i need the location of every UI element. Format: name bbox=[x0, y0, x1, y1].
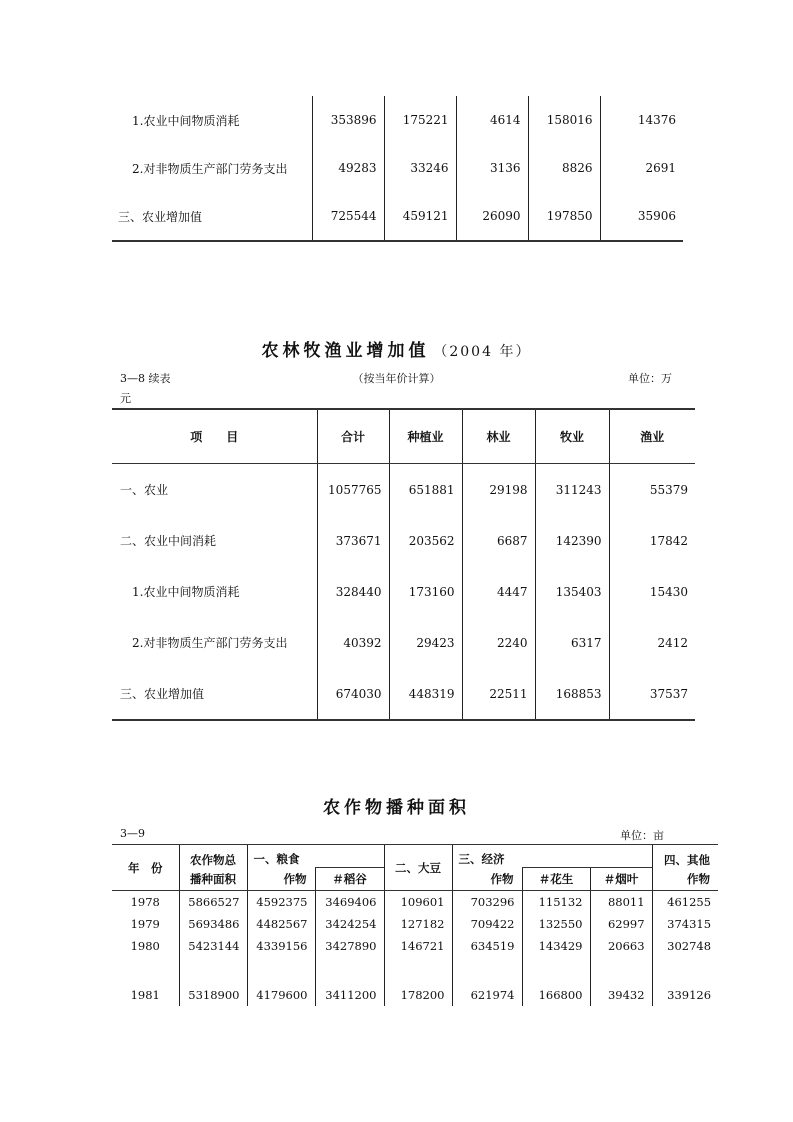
header-forest: 林业 bbox=[462, 409, 535, 464]
header-other-a: 四、其他 bbox=[652, 845, 718, 868]
cell-animal: 8826 bbox=[528, 144, 600, 192]
header-total: 合计 bbox=[317, 409, 389, 464]
cell-rice: 3411200 bbox=[315, 984, 384, 1006]
cell-grain: 4592375 bbox=[247, 891, 315, 914]
cell-econ: 621974 bbox=[452, 984, 522, 1006]
table-row bbox=[112, 464, 695, 516]
cell-other: 302748 bbox=[652, 935, 718, 957]
cell-total: 40392 bbox=[317, 617, 389, 668]
cell-crop: 651881 bbox=[389, 464, 462, 516]
cell-animal: 6317 bbox=[535, 617, 609, 668]
cell-peanut: 143429 bbox=[522, 935, 590, 957]
cell-other: 461255 bbox=[652, 891, 718, 914]
header-total-a: 农作物总 bbox=[179, 845, 247, 868]
cell-fish: 17842 bbox=[609, 515, 695, 566]
cell-other: 339126 bbox=[652, 984, 718, 1006]
header-crop: 种植业 bbox=[389, 409, 462, 464]
cell-forest: 2240 bbox=[462, 617, 535, 668]
table-header-row bbox=[112, 845, 718, 868]
row-item: 1.农业中间物质消耗 bbox=[132, 585, 240, 599]
row-item: 二、农业中间消耗 bbox=[120, 534, 217, 548]
table-row bbox=[112, 984, 718, 1006]
header-econ-a: 三、经济 bbox=[452, 845, 652, 868]
cell-peanut: 166800 bbox=[522, 984, 590, 1006]
cell-animal: 142390 bbox=[535, 515, 609, 566]
cell-fish: 55379 bbox=[609, 464, 695, 516]
cell-year: 1981 bbox=[130, 988, 160, 1002]
cell-forest: 26090 bbox=[456, 192, 528, 241]
value-added-table-2004 bbox=[112, 408, 695, 721]
table-row bbox=[112, 668, 695, 720]
cell-total: 5318900 bbox=[179, 984, 247, 1006]
table-row bbox=[112, 515, 695, 566]
cell-total: 1057765 bbox=[317, 464, 389, 516]
cell-total: 5866527 bbox=[179, 891, 247, 914]
header-item: 项 目 bbox=[112, 409, 317, 464]
cell-total: 5423144 bbox=[179, 935, 247, 957]
cell-fish: 2691 bbox=[600, 144, 683, 192]
table-row bbox=[112, 144, 683, 192]
cell-rice: 3424254 bbox=[315, 913, 384, 935]
header-grain-b: 作物 bbox=[247, 868, 315, 891]
cell-rice: 3427890 bbox=[315, 935, 384, 957]
cell-crop: 33246 bbox=[384, 144, 456, 192]
row-item: 三、农业增加值 bbox=[112, 192, 312, 241]
cell-tobacco: 39432 bbox=[590, 984, 652, 1006]
table-spacer-row bbox=[112, 957, 718, 984]
crop-sown-area-table bbox=[112, 844, 718, 1006]
cell-grain: 4339156 bbox=[247, 935, 315, 957]
row-item: 三、农业增加值 bbox=[112, 668, 317, 720]
row-item: 2.对非物质生产部门劳务支出 bbox=[132, 636, 288, 650]
cell-forest: 22511 bbox=[462, 668, 535, 720]
header-rice: ＃稻谷 bbox=[315, 868, 384, 891]
row-item: 一、农业 bbox=[120, 483, 169, 497]
table2-title-year: （2004 年） bbox=[433, 344, 532, 360]
table-row bbox=[112, 913, 718, 935]
cell-total: 373671 bbox=[317, 515, 389, 566]
cell-total: 353896 bbox=[312, 96, 384, 144]
table3-title bbox=[0, 793, 793, 818]
cell-crop: 29423 bbox=[389, 617, 462, 668]
cell-forest: 29198 bbox=[462, 464, 535, 516]
cell-tobacco: 88011 bbox=[590, 891, 652, 914]
cell-peanut: 132550 bbox=[522, 913, 590, 935]
table2-number: 3—8 续表 bbox=[120, 372, 171, 385]
table-row bbox=[112, 617, 695, 668]
header-total-b: 播种面积 bbox=[179, 868, 247, 891]
cell-animal: 135403 bbox=[535, 566, 609, 617]
cell-econ: 709422 bbox=[452, 913, 522, 935]
header-peanut: ＃花生 bbox=[522, 868, 590, 891]
cell-animal: 311243 bbox=[535, 464, 609, 516]
cell-fish: 14376 bbox=[600, 96, 683, 144]
header-econ-b: 作物 bbox=[452, 868, 522, 891]
header-tobacco: ＃烟叶 bbox=[590, 868, 652, 891]
table3-unit: 单位：亩 bbox=[620, 829, 664, 842]
cell-grain: 4482567 bbox=[247, 913, 315, 935]
table-header-row bbox=[112, 409, 695, 464]
cell-econ: 703296 bbox=[452, 891, 522, 914]
header-grain-a: 一、粮食 bbox=[247, 845, 384, 868]
table3-number: 3—9 bbox=[120, 827, 145, 840]
cell-year: 1979 bbox=[130, 917, 160, 931]
cell-fish: 2412 bbox=[609, 617, 695, 668]
cell-animal: 197850 bbox=[528, 192, 600, 241]
cell-crop: 203562 bbox=[389, 515, 462, 566]
cell-rice: 3469406 bbox=[315, 891, 384, 914]
header-other-b: 作物 bbox=[652, 868, 718, 891]
cell-forest: 3136 bbox=[456, 144, 528, 192]
cell-grain: 4179600 bbox=[247, 984, 315, 1006]
header-soybean: 二、大豆 bbox=[384, 845, 452, 891]
value-added-table-continued bbox=[112, 96, 683, 242]
cell-year: 1980 bbox=[130, 939, 160, 953]
cell-crop: 175221 bbox=[384, 96, 456, 144]
table2-unit-wrap: 元 bbox=[120, 392, 131, 405]
cell-peanut: 115132 bbox=[522, 891, 590, 914]
table-row bbox=[112, 566, 695, 617]
cell-animal: 168853 bbox=[535, 668, 609, 720]
cell-year: 1978 bbox=[130, 895, 160, 909]
cell-other: 374315 bbox=[652, 913, 718, 935]
cell-total: 674030 bbox=[317, 668, 389, 720]
cell-fish: 35906 bbox=[600, 192, 683, 241]
table-row bbox=[112, 192, 683, 241]
cell-soybean: 178200 bbox=[384, 984, 452, 1006]
cell-crop: 173160 bbox=[389, 566, 462, 617]
cell-total: 49283 bbox=[312, 144, 384, 192]
cell-soybean: 146721 bbox=[384, 935, 452, 957]
header-fish: 渔业 bbox=[609, 409, 695, 464]
table2-unit: 单位：万 bbox=[628, 372, 672, 385]
table2-title-text: 农林牧渔业增加值 bbox=[261, 341, 430, 361]
cell-crop: 459121 bbox=[384, 192, 456, 241]
cell-tobacco: 62997 bbox=[590, 913, 652, 935]
cell-fish: 15430 bbox=[609, 566, 695, 617]
table-row bbox=[112, 891, 718, 914]
cell-tobacco: 20663 bbox=[590, 935, 652, 957]
cell-forest: 4447 bbox=[462, 566, 535, 617]
table-row bbox=[112, 96, 683, 144]
row-item: 2.对非物质生产部门劳务支出 bbox=[132, 161, 288, 176]
cell-forest: 4614 bbox=[456, 96, 528, 144]
table3-title-text: 农作物播种面积 bbox=[323, 798, 470, 818]
table2-note: （按当年价计算） bbox=[352, 372, 441, 385]
cell-fish: 37537 bbox=[609, 668, 695, 720]
header-year: 年 份 bbox=[112, 845, 179, 891]
cell-total: 5693486 bbox=[179, 913, 247, 935]
table-row bbox=[112, 935, 718, 957]
cell-forest: 6687 bbox=[462, 515, 535, 566]
header-animal: 牧业 bbox=[535, 409, 609, 464]
cell-crop: 448319 bbox=[389, 668, 462, 720]
cell-total: 328440 bbox=[317, 566, 389, 617]
cell-soybean: 109601 bbox=[384, 891, 452, 914]
cell-soybean: 127182 bbox=[384, 913, 452, 935]
cell-total: 725544 bbox=[312, 192, 384, 241]
cell-animal: 158016 bbox=[528, 96, 600, 144]
table2-title bbox=[0, 336, 793, 361]
cell-econ: 634519 bbox=[452, 935, 522, 957]
row-item: 1.农业中间物质消耗 bbox=[132, 113, 240, 128]
